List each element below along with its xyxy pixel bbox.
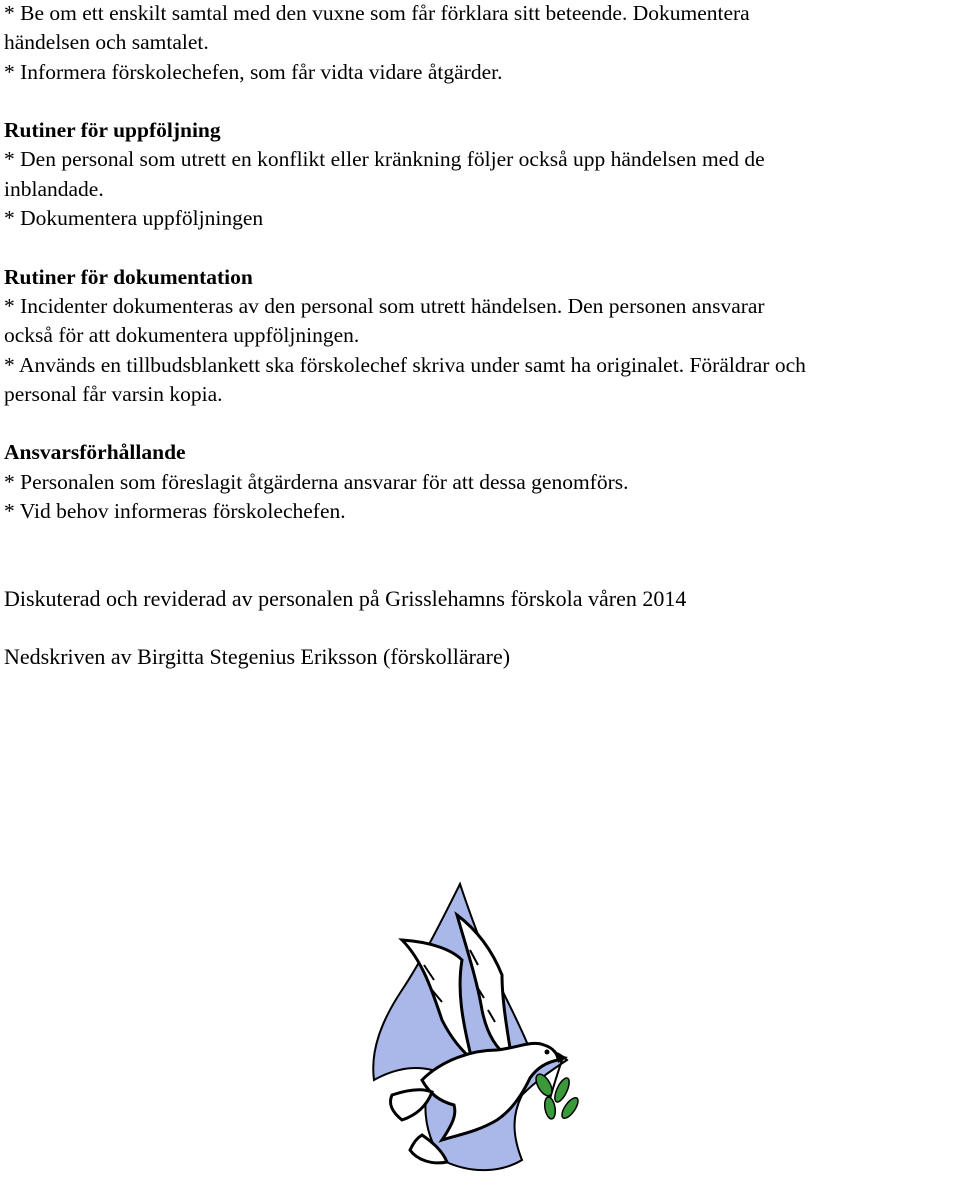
section-line: personal får varsin kopia. bbox=[4, 381, 223, 406]
section-line: * Vid behov informeras förskolechefen. bbox=[4, 499, 346, 524]
section-line: * Incidenter dokumenteras av den personal som utrett händelsen. Den personen ansvarar bbox=[4, 293, 765, 318]
document-page bbox=[4, 0, 960, 671]
section-heading-dokumentation: Rutiner för dokumentation bbox=[4, 264, 253, 289]
section-line: också för att dokumentera uppföljningen. bbox=[4, 323, 360, 348]
section-line: * Personalen som föreslagit åtgärderna ansvarar för att dessa genomförs. bbox=[4, 469, 629, 494]
section-heading-uppfoljning: Rutiner för uppföljning bbox=[4, 118, 221, 143]
section-line: inblandade. bbox=[4, 176, 104, 201]
intro-line: händelsen och samtalet. bbox=[4, 30, 209, 55]
revision-note: Diskuterad och reviderad av personalen på Grisslehamns förskola våren 2014 bbox=[4, 586, 687, 612]
section-line: * Dokumentera uppföljningen bbox=[4, 206, 264, 231]
dove-with-olive-branch-icon bbox=[362, 880, 602, 1180]
section-heading-ansvar: Ansvarsförhållande bbox=[4, 440, 186, 465]
section-line: * Den personal som utrett en konflikt eller kränkning följer också upp händelsen med de bbox=[4, 147, 765, 172]
intro-line: * Informera förskolechefen, som får vidta vidare åtgärder. bbox=[4, 59, 503, 84]
intro-line: * Be om ett enskilt samtal med den vuxne som får förklara sitt beteende. Dokumentera bbox=[4, 1, 750, 25]
author-note: Nedskriven av Birgitta Stegenius Eriksson (förskollärare) bbox=[4, 644, 511, 670]
section-line: * Används en tillbudsblankett ska förskolechef skriva under samt ha originalet. Föräldrar och bbox=[4, 352, 806, 377]
